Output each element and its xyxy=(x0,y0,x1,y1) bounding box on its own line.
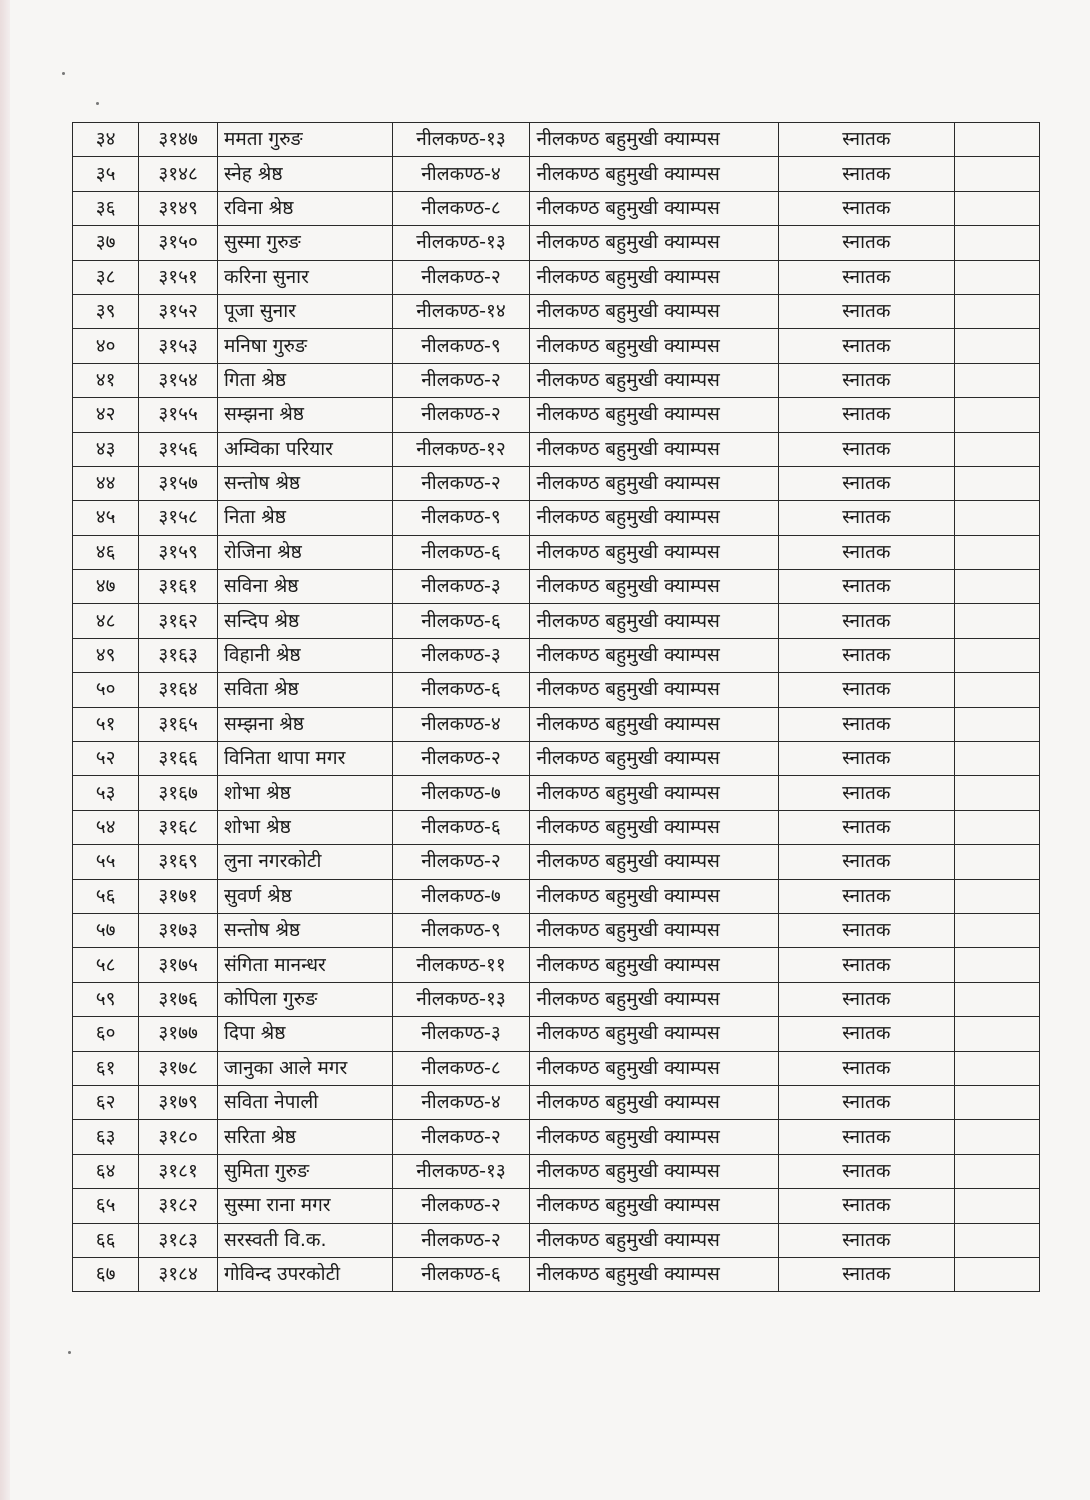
remarks-cell xyxy=(955,638,1040,672)
address-cell: नीलकण्ठ-९ xyxy=(392,913,530,947)
campus-cell: नीलकण्ठ बहुमुखी क्याम्पस xyxy=(530,948,778,982)
roll-number-cell: ३१६९ xyxy=(139,845,218,879)
remarks-cell xyxy=(955,673,1040,707)
remarks-cell xyxy=(955,294,1040,328)
roll-number-cell: ३१५७ xyxy=(139,466,218,500)
table-row xyxy=(73,157,1040,191)
table-row xyxy=(73,329,1040,363)
table-row xyxy=(73,501,1040,535)
serial-number-cell: ४१ xyxy=(73,363,139,397)
level-cell: स्नातक xyxy=(778,294,955,328)
roll-number-cell: ३१६६ xyxy=(139,742,218,776)
remarks-cell xyxy=(955,570,1040,604)
table-row xyxy=(73,570,1040,604)
student-name-cell: सुमिता गुरुङ xyxy=(217,1154,392,1188)
serial-number-cell: ५७ xyxy=(73,913,139,947)
student-name-cell: सविना श्रेष्ठ xyxy=(217,570,392,604)
level-cell: स्नातक xyxy=(778,329,955,363)
student-name-cell: सविता श्रेष्ठ xyxy=(217,673,392,707)
address-cell: नीलकण्ठ-८ xyxy=(392,1051,530,1085)
student-name-cell: विनिता थापा मगर xyxy=(217,742,392,776)
roll-number-cell: ३१७३ xyxy=(139,913,218,947)
paper-speck xyxy=(62,72,65,75)
remarks-cell xyxy=(955,157,1040,191)
remarks-cell xyxy=(955,466,1040,500)
student-name-cell: सुवर्ण श्रेष्ठ xyxy=(217,879,392,913)
table-row xyxy=(73,466,1040,500)
serial-number-cell: ५९ xyxy=(73,982,139,1016)
student-name-cell: पूजा सुनार xyxy=(217,294,392,328)
student-name-cell: सम्झना श्रेष्ठ xyxy=(217,707,392,741)
student-name-cell: सविता नेपाली xyxy=(217,1085,392,1119)
level-cell: स्नातक xyxy=(778,638,955,672)
address-cell: नीलकण्ठ-२ xyxy=(392,1189,530,1223)
serial-number-cell: ३८ xyxy=(73,260,139,294)
roll-number-cell: ३१५४ xyxy=(139,363,218,397)
table-row xyxy=(73,948,1040,982)
address-cell: नीलकण्ठ-६ xyxy=(392,673,530,707)
level-cell: स्नातक xyxy=(778,845,955,879)
student-name-cell: सन्तोष श्रेष्ठ xyxy=(217,466,392,500)
roll-number-cell: ३१८१ xyxy=(139,1154,218,1188)
address-cell: नीलकण्ठ-४ xyxy=(392,157,530,191)
level-cell: स्नातक xyxy=(778,570,955,604)
address-cell: नीलकण्ठ-९ xyxy=(392,329,530,363)
remarks-cell xyxy=(955,1223,1040,1257)
address-cell: नीलकण्ठ-२ xyxy=(392,1223,530,1257)
level-cell: स्नातक xyxy=(778,501,955,535)
level-cell: स्नातक xyxy=(778,123,955,157)
address-cell: नीलकण्ठ-६ xyxy=(392,810,530,844)
roll-number-cell: ३१४७ xyxy=(139,123,218,157)
campus-cell: नीलकण्ठ बहुमुखी क्याम्पस xyxy=(530,776,778,810)
student-name-cell: सन्तोष श्रेष्ठ xyxy=(217,913,392,947)
address-cell: नीलकण्ठ-३ xyxy=(392,570,530,604)
address-cell: नीलकण्ठ-१२ xyxy=(392,432,530,466)
campus-cell: नीलकण्ठ बहुमुखी क्याम्पस xyxy=(530,742,778,776)
campus-cell: नीलकण्ठ बहुमुखी क्याम्पस xyxy=(530,535,778,569)
serial-number-cell: ५१ xyxy=(73,707,139,741)
student-name-cell: सरिता श्रेष्ठ xyxy=(217,1120,392,1154)
serial-number-cell: ६२ xyxy=(73,1085,139,1119)
level-cell: स्नातक xyxy=(778,673,955,707)
remarks-cell xyxy=(955,982,1040,1016)
campus-cell: नीलकण्ठ बहुमुखी क्याम्पस xyxy=(530,1257,778,1291)
address-cell: नीलकण्ठ-८ xyxy=(392,191,530,225)
address-cell: नीलकण्ठ-२ xyxy=(392,845,530,879)
student-name-cell: गिता श्रेष्ठ xyxy=(217,363,392,397)
table-row xyxy=(73,810,1040,844)
level-cell: स्नातक xyxy=(778,982,955,1016)
address-cell: नीलकण्ठ-६ xyxy=(392,1257,530,1291)
campus-cell: नीलकण्ठ बहुमुखी क्याम्पस xyxy=(530,810,778,844)
remarks-cell xyxy=(955,363,1040,397)
table-row xyxy=(73,845,1040,879)
level-cell: स्नातक xyxy=(778,742,955,776)
roll-number-cell: ३१६७ xyxy=(139,776,218,810)
serial-number-cell: ५३ xyxy=(73,776,139,810)
table-row xyxy=(73,1223,1040,1257)
campus-cell: नीलकण्ठ बहुमुखी क्याम्पस xyxy=(530,432,778,466)
remarks-cell xyxy=(955,1189,1040,1223)
campus-cell: नीलकण्ठ बहुमुखी क्याम्पस xyxy=(530,329,778,363)
campus-cell: नीलकण्ठ बहुमुखी क्याम्पस xyxy=(530,1223,778,1257)
remarks-cell xyxy=(955,845,1040,879)
level-cell: स्नातक xyxy=(778,1085,955,1119)
campus-cell: नीलकण्ठ बहुमुखी क्याम्पस xyxy=(530,707,778,741)
student-name-cell: रोजिना श्रेष्ठ xyxy=(217,535,392,569)
table-row xyxy=(73,638,1040,672)
paper-speck xyxy=(68,1351,71,1354)
remarks-cell xyxy=(955,742,1040,776)
student-name-cell: दिपा श्रेष्ठ xyxy=(217,1017,392,1051)
address-cell: नीलकण्ठ-१३ xyxy=(392,226,530,260)
serial-number-cell: ४३ xyxy=(73,432,139,466)
campus-cell: नीलकण्ठ बहुमुखी क्याम्पस xyxy=(530,913,778,947)
serial-number-cell: ५२ xyxy=(73,742,139,776)
address-cell: नीलकण्ठ-९ xyxy=(392,501,530,535)
address-cell: नीलकण्ठ-६ xyxy=(392,604,530,638)
student-name-cell: स्नेह श्रेष्ठ xyxy=(217,157,392,191)
remarks-cell xyxy=(955,432,1040,466)
serial-number-cell: ४२ xyxy=(73,398,139,432)
remarks-cell xyxy=(955,535,1040,569)
student-name-cell: सुस्मा राना मगर xyxy=(217,1189,392,1223)
campus-cell: नीलकण्ठ बहुमुखी क्याम्पस xyxy=(530,845,778,879)
table-row xyxy=(73,294,1040,328)
campus-cell: नीलकण्ठ बहुमुखी क्याम्पस xyxy=(530,1120,778,1154)
roll-number-cell: ३१५५ xyxy=(139,398,218,432)
serial-number-cell: ३४ xyxy=(73,123,139,157)
address-cell: नीलकण्ठ-७ xyxy=(392,879,530,913)
level-cell: स्नातक xyxy=(778,1257,955,1291)
campus-cell: नीलकण्ठ बहुमुखी क्याम्पस xyxy=(530,982,778,1016)
level-cell: स्नातक xyxy=(778,879,955,913)
roll-number-cell: ३१६४ xyxy=(139,673,218,707)
serial-number-cell: ६० xyxy=(73,1017,139,1051)
serial-number-cell: ३९ xyxy=(73,294,139,328)
serial-number-cell: ५४ xyxy=(73,810,139,844)
table-row xyxy=(73,913,1040,947)
level-cell: स्नातक xyxy=(778,466,955,500)
campus-cell: नीलकण्ठ बहुमुखी क्याम्पस xyxy=(530,398,778,432)
roll-number-cell: ३१५३ xyxy=(139,329,218,363)
address-cell: नीलकण्ठ-४ xyxy=(392,1085,530,1119)
address-cell: नीलकण्ठ-२ xyxy=(392,466,530,500)
serial-number-cell: ४५ xyxy=(73,501,139,535)
address-cell: नीलकण्ठ-३ xyxy=(392,638,530,672)
remarks-cell xyxy=(955,1017,1040,1051)
roll-number-cell: ३१७९ xyxy=(139,1085,218,1119)
remarks-cell xyxy=(955,191,1040,225)
table-row xyxy=(73,1017,1040,1051)
serial-number-cell: ६३ xyxy=(73,1120,139,1154)
roll-number-cell: ३१८३ xyxy=(139,1223,218,1257)
campus-cell: नीलकण्ठ बहुमुखी क्याम्पस xyxy=(530,363,778,397)
level-cell: स्नातक xyxy=(778,1051,955,1085)
remarks-cell xyxy=(955,776,1040,810)
address-cell: नीलकण्ठ-१३ xyxy=(392,123,530,157)
roll-number-cell: ३१५१ xyxy=(139,260,218,294)
student-name-cell: लुना नगरकोटी xyxy=(217,845,392,879)
serial-number-cell: ३६ xyxy=(73,191,139,225)
roll-number-cell: ३१७६ xyxy=(139,982,218,1016)
serial-number-cell: ४९ xyxy=(73,638,139,672)
campus-cell: नीलकण्ठ बहुमुखी क्याम्पस xyxy=(530,466,778,500)
student-list-body xyxy=(73,123,1040,1292)
level-cell: स्नातक xyxy=(778,1017,955,1051)
remarks-cell xyxy=(955,123,1040,157)
address-cell: नीलकण्ठ-११ xyxy=(392,948,530,982)
table-row xyxy=(73,260,1040,294)
campus-cell: नीलकण्ठ बहुमुखी क्याम्पस xyxy=(530,123,778,157)
remarks-cell xyxy=(955,1051,1040,1085)
student-name-cell: मनिषा गुरुङ xyxy=(217,329,392,363)
level-cell: स्नातक xyxy=(778,535,955,569)
student-name-cell: रविना श्रेष्ठ xyxy=(217,191,392,225)
roll-number-cell: ३१७८ xyxy=(139,1051,218,1085)
table-row xyxy=(73,123,1040,157)
address-cell: नीलकण्ठ-२ xyxy=(392,742,530,776)
serial-number-cell: ४७ xyxy=(73,570,139,604)
serial-number-cell: ६४ xyxy=(73,1154,139,1188)
level-cell: स्नातक xyxy=(778,260,955,294)
roll-number-cell: ३१४९ xyxy=(139,191,218,225)
level-cell: स्नातक xyxy=(778,948,955,982)
campus-cell: नीलकण्ठ बहुमुखी क्याम्पस xyxy=(530,1017,778,1051)
serial-number-cell: ४४ xyxy=(73,466,139,500)
address-cell: नीलकण्ठ-६ xyxy=(392,535,530,569)
address-cell: नीलकण्ठ-७ xyxy=(392,776,530,810)
address-cell: नीलकण्ठ-४ xyxy=(392,707,530,741)
serial-number-cell: ५५ xyxy=(73,845,139,879)
serial-number-cell: ५६ xyxy=(73,879,139,913)
remarks-cell xyxy=(955,879,1040,913)
serial-number-cell: ६१ xyxy=(73,1051,139,1085)
address-cell: नीलकण्ठ-२ xyxy=(392,363,530,397)
remarks-cell xyxy=(955,1120,1040,1154)
serial-number-cell: ६७ xyxy=(73,1257,139,1291)
campus-cell: नीलकण्ठ बहुमुखी क्याम्पस xyxy=(530,226,778,260)
student-name-cell: करिना सुनार xyxy=(217,260,392,294)
remarks-cell xyxy=(955,913,1040,947)
roll-number-cell: ३१८४ xyxy=(139,1257,218,1291)
roll-number-cell: ३१४८ xyxy=(139,157,218,191)
roll-number-cell: ३१७५ xyxy=(139,948,218,982)
level-cell: स्नातक xyxy=(778,226,955,260)
address-cell: नीलकण्ठ-१३ xyxy=(392,1154,530,1188)
remarks-cell xyxy=(955,1257,1040,1291)
table-row xyxy=(73,1154,1040,1188)
address-cell: नीलकण्ठ-३ xyxy=(392,1017,530,1051)
table-row xyxy=(73,1257,1040,1291)
address-cell: नीलकण्ठ-२ xyxy=(392,398,530,432)
table-row xyxy=(73,707,1040,741)
table-row xyxy=(73,604,1040,638)
table-row xyxy=(73,226,1040,260)
roll-number-cell: ३१६२ xyxy=(139,604,218,638)
remarks-cell xyxy=(955,1085,1040,1119)
campus-cell: नीलकण्ठ बहुमुखी क्याम्पस xyxy=(530,1189,778,1223)
student-list-table xyxy=(72,122,1040,1292)
student-name-cell: सन्दिप श्रेष्ठ xyxy=(217,604,392,638)
serial-number-cell: ६५ xyxy=(73,1189,139,1223)
roll-number-cell: ३१७१ xyxy=(139,879,218,913)
campus-cell: नीलकण्ठ बहुमुखी क्याम्पस xyxy=(530,673,778,707)
remarks-cell xyxy=(955,226,1040,260)
level-cell: स्नातक xyxy=(778,810,955,844)
student-name-cell: कोपिला गुरुङ xyxy=(217,982,392,1016)
student-name-cell: जानुका आले मगर xyxy=(217,1051,392,1085)
roll-number-cell: ३१५९ xyxy=(139,535,218,569)
page-edge-shadow xyxy=(0,0,10,1500)
campus-cell: नीलकण्ठ बहुमुखी क्याम्पस xyxy=(530,1085,778,1119)
student-name-cell: सुस्मा गुरुङ xyxy=(217,226,392,260)
roll-number-cell: ३१८० xyxy=(139,1120,218,1154)
level-cell: स्नातक xyxy=(778,191,955,225)
campus-cell: नीलकण्ठ बहुमुखी क्याम्पस xyxy=(530,294,778,328)
remarks-cell xyxy=(955,260,1040,294)
serial-number-cell: ६६ xyxy=(73,1223,139,1257)
student-name-cell: विहानी श्रेष्ठ xyxy=(217,638,392,672)
campus-cell: नीलकण्ठ बहुमुखी क्याम्पस xyxy=(530,570,778,604)
level-cell: स्नातक xyxy=(778,604,955,638)
remarks-cell xyxy=(955,398,1040,432)
campus-cell: नीलकण्ठ बहुमुखी क्याम्पस xyxy=(530,157,778,191)
roll-number-cell: ३१७७ xyxy=(139,1017,218,1051)
remarks-cell xyxy=(955,604,1040,638)
roll-number-cell: ३१५२ xyxy=(139,294,218,328)
table-row xyxy=(73,363,1040,397)
campus-cell: नीलकण्ठ बहुमुखी क्याम्पस xyxy=(530,1154,778,1188)
serial-number-cell: ३७ xyxy=(73,226,139,260)
remarks-cell xyxy=(955,501,1040,535)
level-cell: स्नातक xyxy=(778,157,955,191)
serial-number-cell: ३५ xyxy=(73,157,139,191)
level-cell: स्नातक xyxy=(778,1120,955,1154)
address-cell: नीलकण्ठ-२ xyxy=(392,1120,530,1154)
serial-number-cell: ५० xyxy=(73,673,139,707)
level-cell: स्नातक xyxy=(778,363,955,397)
serial-number-cell: ४८ xyxy=(73,604,139,638)
table-row xyxy=(73,398,1040,432)
table-row xyxy=(73,982,1040,1016)
campus-cell: नीलकण्ठ बहुमुखी क्याम्पस xyxy=(530,260,778,294)
table-row xyxy=(73,191,1040,225)
roll-number-cell: ३१६१ xyxy=(139,570,218,604)
level-cell: स्नातक xyxy=(778,913,955,947)
roll-number-cell: ३१५० xyxy=(139,226,218,260)
campus-cell: नीलकण्ठ बहुमुखी क्याम्पस xyxy=(530,604,778,638)
roll-number-cell: ३१६८ xyxy=(139,810,218,844)
remarks-cell xyxy=(955,810,1040,844)
campus-cell: नीलकण्ठ बहुमुखी क्याम्पस xyxy=(530,879,778,913)
student-name-cell: शोभा श्रेष्ठ xyxy=(217,776,392,810)
address-cell: नीलकण्ठ-१४ xyxy=(392,294,530,328)
table-row xyxy=(73,535,1040,569)
table-row xyxy=(73,1120,1040,1154)
serial-number-cell: ४६ xyxy=(73,535,139,569)
level-cell: स्नातक xyxy=(778,432,955,466)
level-cell: स्नातक xyxy=(778,776,955,810)
table-row xyxy=(73,432,1040,466)
student-name-cell: ममता गुरुङ xyxy=(217,123,392,157)
remarks-cell xyxy=(955,707,1040,741)
level-cell: स्नातक xyxy=(778,1154,955,1188)
campus-cell: नीलकण्ठ बहुमुखी क्याम्पस xyxy=(530,501,778,535)
remarks-cell xyxy=(955,1154,1040,1188)
roll-number-cell: ३१६५ xyxy=(139,707,218,741)
remarks-cell xyxy=(955,329,1040,363)
roll-number-cell: ३१६३ xyxy=(139,638,218,672)
level-cell: स्नातक xyxy=(778,398,955,432)
student-name-cell: अम्विका परियार xyxy=(217,432,392,466)
student-name-cell: सरस्वती वि.क. xyxy=(217,1223,392,1257)
serial-number-cell: ५८ xyxy=(73,948,139,982)
student-name-cell: सम्झना श्रेष्ठ xyxy=(217,398,392,432)
address-cell: नीलकण्ठ-१३ xyxy=(392,982,530,1016)
roll-number-cell: ३१५८ xyxy=(139,501,218,535)
paper-speck xyxy=(96,102,99,105)
table-row xyxy=(73,673,1040,707)
student-name-cell: गोविन्द उपरकोटी xyxy=(217,1257,392,1291)
student-name-cell: शोभा श्रेष्ठ xyxy=(217,810,392,844)
address-cell: नीलकण्ठ-२ xyxy=(392,260,530,294)
student-name-cell: निता श्रेष्ठ xyxy=(217,501,392,535)
level-cell: स्नातक xyxy=(778,1223,955,1257)
campus-cell: नीलकण्ठ बहुमुखी क्याम्पस xyxy=(530,1051,778,1085)
table-row xyxy=(73,1051,1040,1085)
table-row xyxy=(73,776,1040,810)
level-cell: स्नातक xyxy=(778,1189,955,1223)
serial-number-cell: ४० xyxy=(73,329,139,363)
campus-cell: नीलकण्ठ बहुमुखी क्याम्पस xyxy=(530,638,778,672)
level-cell: स्नातक xyxy=(778,707,955,741)
campus-cell: नीलकण्ठ बहुमुखी क्याम्पस xyxy=(530,191,778,225)
table-row xyxy=(73,1085,1040,1119)
roll-number-cell: ३१५६ xyxy=(139,432,218,466)
table-row xyxy=(73,1189,1040,1223)
student-name-cell: संगिता मानन्धर xyxy=(217,948,392,982)
table-row xyxy=(73,742,1040,776)
roll-number-cell: ३१८२ xyxy=(139,1189,218,1223)
remarks-cell xyxy=(955,948,1040,982)
table-row xyxy=(73,879,1040,913)
